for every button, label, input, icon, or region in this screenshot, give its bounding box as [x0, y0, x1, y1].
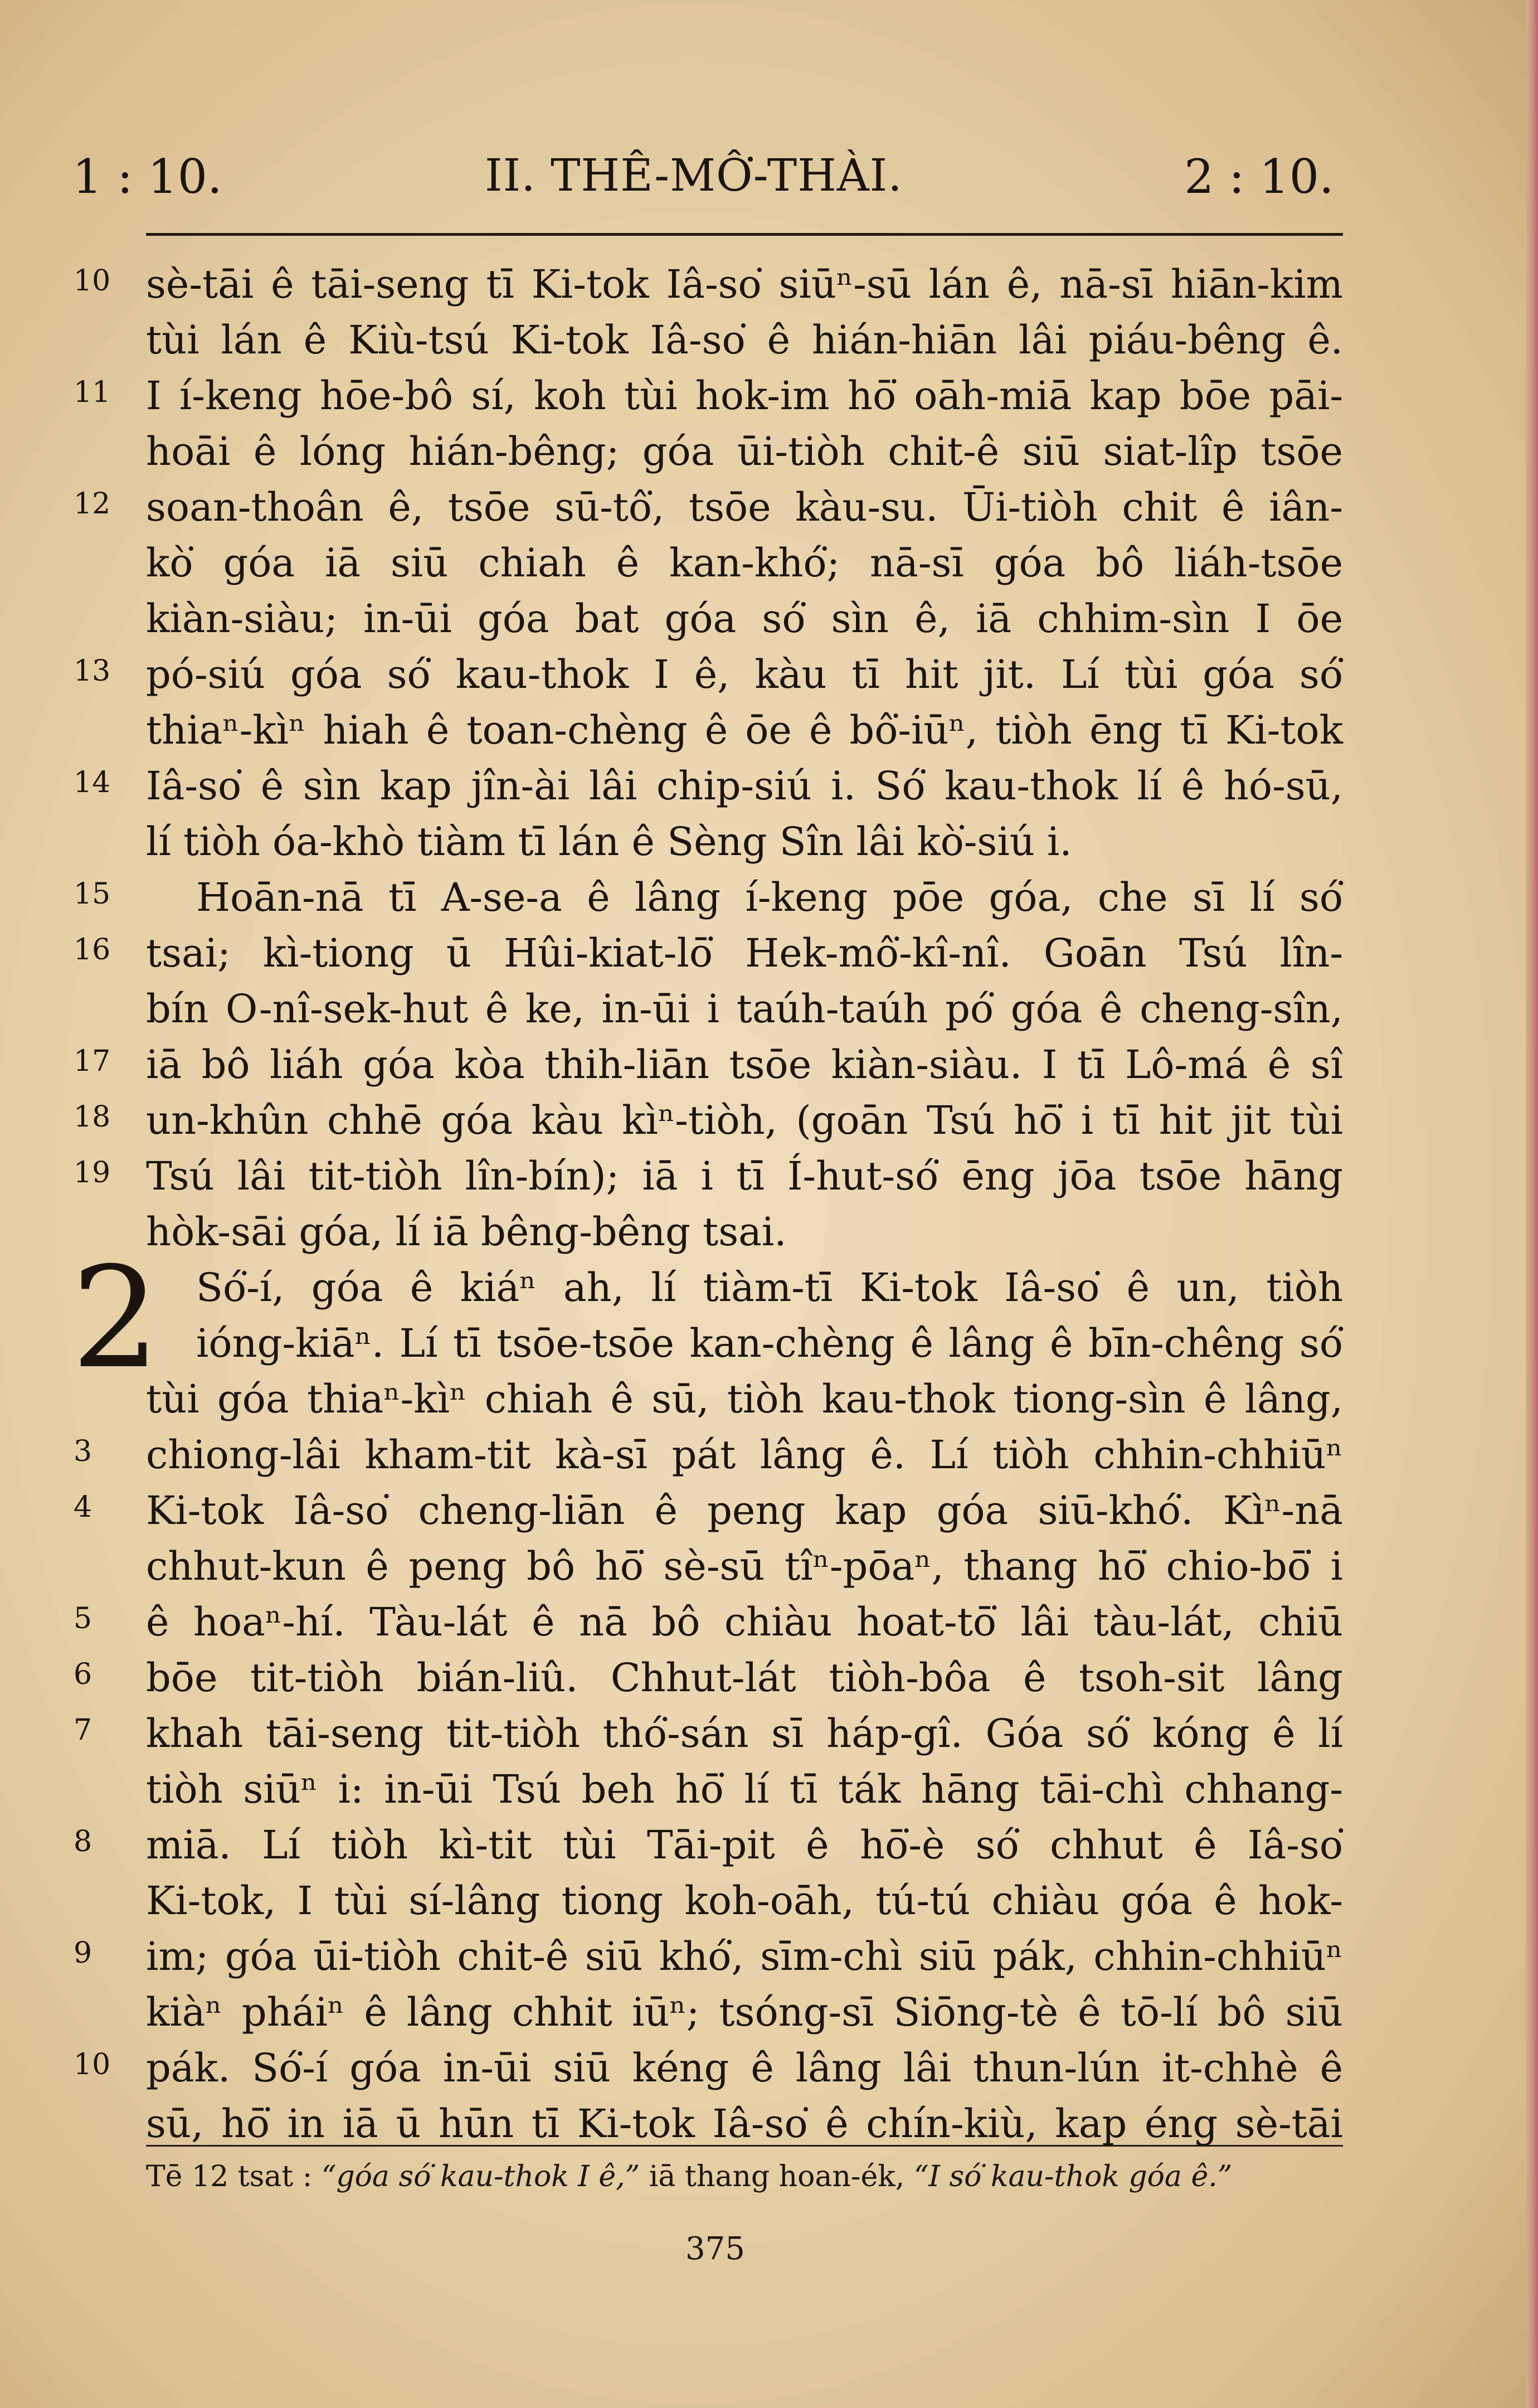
- line-text: hoāi ê lóng hián-bêng; góa ūi-tiòh chit-ê siū siat-lîp tsōe: [146, 429, 1343, 474]
- line-text: pó-siú góa só͘ kau-thok I ê, kàu tī hit jit. Lí tùi góa só͘: [146, 652, 1343, 697]
- line-text: pák. Só͘-í góa in-ūi siū kéng ê lâng lâi thun-lún it-chhè ê: [146, 2045, 1343, 2091]
- text-line: [0, 1483, 1538, 1538]
- verse-number: 6: [74, 1658, 93, 1691]
- text-line: [0, 1817, 1538, 1873]
- text-line: [0, 1538, 1538, 1594]
- page-number: 375: [685, 2231, 745, 2267]
- text-line: [0, 591, 1538, 647]
- text-line: [0, 647, 1538, 702]
- line-text: tùi lán ê Kiù-tsú Ki-tok Iâ-so͘ ê hián-hiān lâi piáu-bêng ê.: [146, 317, 1343, 363]
- line-text: bín O-nî-sek-hut ê ke, in-ūi i taúh-taúh pó͘ góa ê cheng-sîn,: [146, 986, 1343, 1032]
- text-line: [0, 1873, 1538, 1929]
- line-text: sè-tāi ê tāi-seng tī Ki-tok Iâ-so͘ siūⁿ-sū lán ê, nā-sī hiān-kim: [146, 261, 1343, 307]
- verse-number: 11: [74, 376, 111, 409]
- verse-number: 3: [74, 1435, 93, 1468]
- line-text: kiàn-siàu; in-ūi góa bat góa só͘ sìn ê, iā chhim-sìn I ōe: [146, 596, 1343, 642]
- verse-number: 12: [74, 487, 111, 521]
- verse-number: 15: [74, 877, 111, 911]
- scripture-text: [0, 256, 1538, 2152]
- header-rule: [146, 233, 1343, 236]
- verse-number: 5: [74, 1602, 93, 1635]
- verse-number: 18: [74, 1100, 111, 1134]
- text-line: [0, 1093, 1538, 1148]
- text-line: [0, 758, 1538, 814]
- line-text: kiàⁿ pháiⁿ ê lâng chhit iūⁿ; tsóng-sī Siōng-tè ê tō-lí bô siū: [146, 1989, 1343, 2035]
- verse-number: 19: [74, 1156, 111, 1190]
- verse-number: 8: [74, 1825, 93, 1858]
- verse-number: 4: [74, 1491, 93, 1524]
- line-text: I í-keng hōe-bô sí, koh tùi hok-im hō͘ oāh-miā kap bōe pāi-: [146, 373, 1343, 419]
- line-text: ióng-kiāⁿ. Lí tī tsōe-tsōe kan-chèng ê lâng ê bīn-chêng só͘: [196, 1320, 1343, 1366]
- line-text: chhut-kun ê peng bô hō͘ sè-sū tîⁿ-pōaⁿ, thang hō͘ chio-bō͘ i: [146, 1543, 1343, 1589]
- verse-number: 16: [74, 933, 111, 967]
- line-text: sū, hō͘ in iā ū hūn tī Ki-tok Iâ-so͘ ê chín-kiù, kap éng sè-tāi: [146, 2101, 1343, 2147]
- text-line: [0, 1594, 1538, 1650]
- header-book-title: II. THÊ-MÔ͘-THÀI.: [485, 149, 903, 201]
- line-text: Iâ-so͘ ê sìn kap jîn-ài lâi chip-siú i. Só͘ kau-thok lí ê hó-sū,: [146, 763, 1343, 809]
- verse-number: 9: [74, 1936, 93, 1970]
- text-line: [0, 1315, 1538, 1371]
- line-text: miā. Lí tiòh kì-tit tùi Tāi-pit ê hō͘-è só͘ chhut ê Iâ-so͘: [146, 1822, 1343, 1868]
- header-end-reference: 2 : 10.: [1184, 149, 1334, 204]
- text-line: [0, 1037, 1538, 1093]
- text-line: [0, 1260, 1538, 1315]
- footnote: [146, 2157, 1343, 2196]
- text-line: [0, 870, 1538, 925]
- text-line: [0, 2096, 1538, 2152]
- line-text: bōe tit-tiòh bián-liû. Chhut-lát tiòh-bôa ê tsoh-sit lâng: [146, 1655, 1343, 1701]
- line-text: Hoān-nā tī A-se-a ê lâng í-keng pōe góa, che sī lí só͘: [196, 875, 1343, 920]
- verse-number: 7: [74, 1713, 93, 1747]
- line-text: tùi góa thiaⁿ-kìⁿ chiah ê sū, tiòh kau-thok tiong-sìn ê lâng,: [146, 1376, 1343, 1422]
- text-line: [0, 1706, 1538, 1761]
- line-text: Ki-tok, I tùi sí-lâng tiong koh-oāh, tú-tú chiàu góa ê hok-: [146, 1878, 1343, 1924]
- text-line: [0, 312, 1538, 368]
- line-text: kò͘ góa iā siū chiah ê kan-khó͘; nā-sī góa bô liáh-tsōe: [146, 540, 1343, 586]
- text-line: [0, 479, 1538, 535]
- text-line: [0, 1371, 1538, 1427]
- footnote-rule: [146, 2145, 1343, 2147]
- line-text: tsai; kì-tiong ū Hûi-kiat-lō͘ Hek-mô͘-kî-nî. Goān Tsú lîn-: [146, 930, 1343, 976]
- running-header: [0, 149, 1538, 211]
- line-text: Só͘-í, góa ê kiáⁿ ah, lí tiàm-tī Ki-tok Iâ-so͘ ê un, tiòh: [196, 1265, 1343, 1310]
- verse-number: 14: [74, 766, 111, 799]
- text-line: [0, 702, 1538, 758]
- line-text: tiòh siūⁿ i: in-ūi Tsú beh hō͘ lí tī ták hāng tāi-chì chhang-: [146, 1766, 1343, 1812]
- text-line: [0, 1650, 1538, 1706]
- line-text: hòk-sāi góa, lí iā bêng-bêng tsai.: [146, 1209, 787, 1255]
- text-line: [0, 2040, 1538, 2096]
- text-line: [0, 925, 1538, 981]
- text-line: [0, 424, 1538, 479]
- text-line: [0, 1204, 1538, 1260]
- line-text: un-khûn chhē góa kàu kìⁿ-tiòh, (goān Tsú hō͘ i tī hit jit tùi: [146, 1098, 1343, 1143]
- text-line: [0, 981, 1538, 1037]
- header-start-reference: 1 : 10.: [72, 149, 222, 204]
- text-line: [0, 1148, 1538, 1204]
- text-line: [0, 1984, 1538, 2040]
- line-text: lí tiòh óa-khò tiàm tī lán ê Sèng Sîn lâi kò͘-siú i.: [146, 819, 1072, 865]
- line-text: iā bô liáh góa kòa thih-liān tsōe kiàn-siàu. I tī Lô-má ê sî: [146, 1042, 1343, 1088]
- text-line: [0, 368, 1538, 424]
- footnote-prefix: Tē 12 tsat :: [146, 2160, 313, 2193]
- line-text: chiong-lâi kham-tit kà-sī pát lâng ê. Lí tiòh chhin-chhiūⁿ: [146, 1432, 1343, 1478]
- line-text: Ki-tok Iâ-so͘ cheng-liān ê peng kap góa siū-khó͘. Kìⁿ-nā: [146, 1488, 1343, 1533]
- text-line: [0, 814, 1538, 870]
- line-text: Tsú lâi tit-tiòh lîn-bín); iā i tī Í-hut-só͘ ēng jōa tsōe hāng: [146, 1153, 1343, 1199]
- line-text: soan-thoân ê, tsōe sū-tô͘, tsōe kàu-su. Ūi-tiòh chit ê iân-: [146, 484, 1343, 530]
- verse-number: 13: [74, 654, 111, 688]
- verse-number: 10: [74, 264, 111, 298]
- chapter-number: 2: [71, 1237, 160, 1399]
- text-line: [0, 256, 1538, 312]
- line-text: im; góa ūi-tiòh chit-ê siū khó͘, sīm-chì siū pák, chhin-chhiūⁿ: [146, 1934, 1343, 1979]
- footnote-quote-2: “I só͘ kau-thok góa ê.”: [913, 2160, 1233, 2193]
- text-line: [0, 1929, 1538, 1984]
- text-line: [0, 1427, 1538, 1483]
- verse-number: 17: [74, 1045, 111, 1078]
- line-text: khah tāi-seng tit-tiòh thó͘-sán sī háp-gî. Góa só͘ kóng ê lí: [146, 1711, 1343, 1756]
- text-line: [0, 535, 1538, 591]
- footnote-middle: iā thang hoan-ék,: [649, 2160, 905, 2193]
- footnote-quote-1: “góa só͘ kau-thok I ê,”: [321, 2160, 640, 2193]
- line-text: thiaⁿ-kìⁿ hiah ê toan-chèng ê ōe ê bô͘-iūⁿ, tiòh ēng tī Ki-tok: [146, 707, 1343, 753]
- verse-number: 10: [74, 2048, 111, 2081]
- line-text: ê hoaⁿ-hí. Tàu-lát ê nā bô chiàu hoat-tō͘ lâi tàu-lát, chiū: [146, 1599, 1343, 1645]
- text-line: [0, 1761, 1538, 1817]
